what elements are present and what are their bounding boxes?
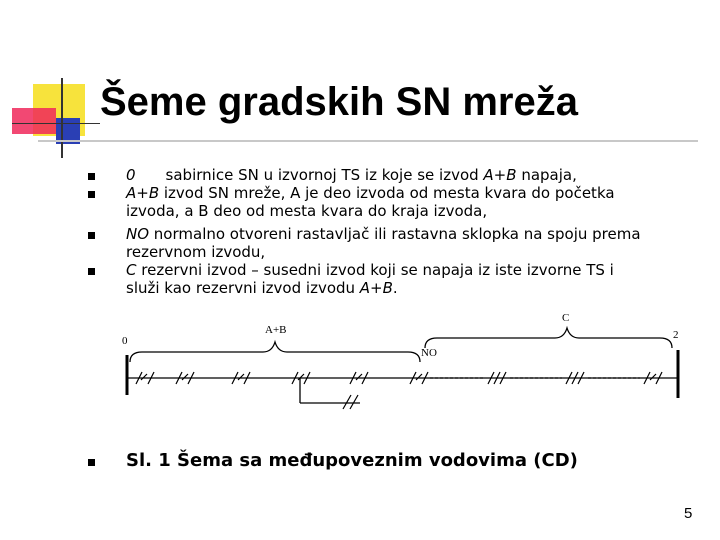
definition-text: služi kao rezervni izvod izvodu bbox=[126, 279, 360, 297]
bullet-marker bbox=[88, 459, 95, 466]
definition-text: normalno otvoreni rastavljač ili rastavna sklopka na spoju prema bbox=[149, 225, 641, 243]
label-left-bus: 0 bbox=[122, 335, 128, 347]
term-bus: 0 bbox=[126, 166, 136, 184]
definition-text: izvoda, a B deo od mesta kvara do kraja izvoda, bbox=[126, 202, 488, 220]
term-no: NO bbox=[126, 225, 150, 243]
definition-text: rezervni izvod – susedni izvod koji se napaja iz iste izvorne TS i bbox=[136, 261, 614, 279]
definition-tail: . bbox=[392, 279, 398, 297]
term-c: C bbox=[126, 261, 137, 279]
term-feeder: A+B bbox=[126, 184, 160, 202]
page-number: 5 bbox=[684, 505, 693, 522]
label-right-bus: 2 bbox=[673, 329, 679, 341]
brace-c bbox=[425, 328, 672, 348]
figure-caption: Sl. 1 Šema sa međupoveznim vodovima (CD) bbox=[126, 450, 578, 471]
label-no: NO bbox=[421, 347, 437, 359]
term-feeder: A+B bbox=[359, 279, 393, 297]
definition-text: sabirnice SN u izvornoj TS iz koje se izvod bbox=[165, 166, 484, 184]
page-title: Šeme gradskih SN mreža bbox=[100, 80, 578, 124]
definition-tail: napaja, bbox=[516, 166, 577, 184]
label-ab: A+B bbox=[265, 324, 287, 336]
label-c: C bbox=[562, 312, 570, 324]
definition-text: rezervnom izvodu, bbox=[126, 243, 266, 261]
definition-text: izvod SN mreže, A je deo izvoda od mesta kvara do početka bbox=[159, 184, 615, 202]
brace-ab bbox=[130, 342, 420, 362]
term-feeder: A+B bbox=[483, 166, 517, 184]
